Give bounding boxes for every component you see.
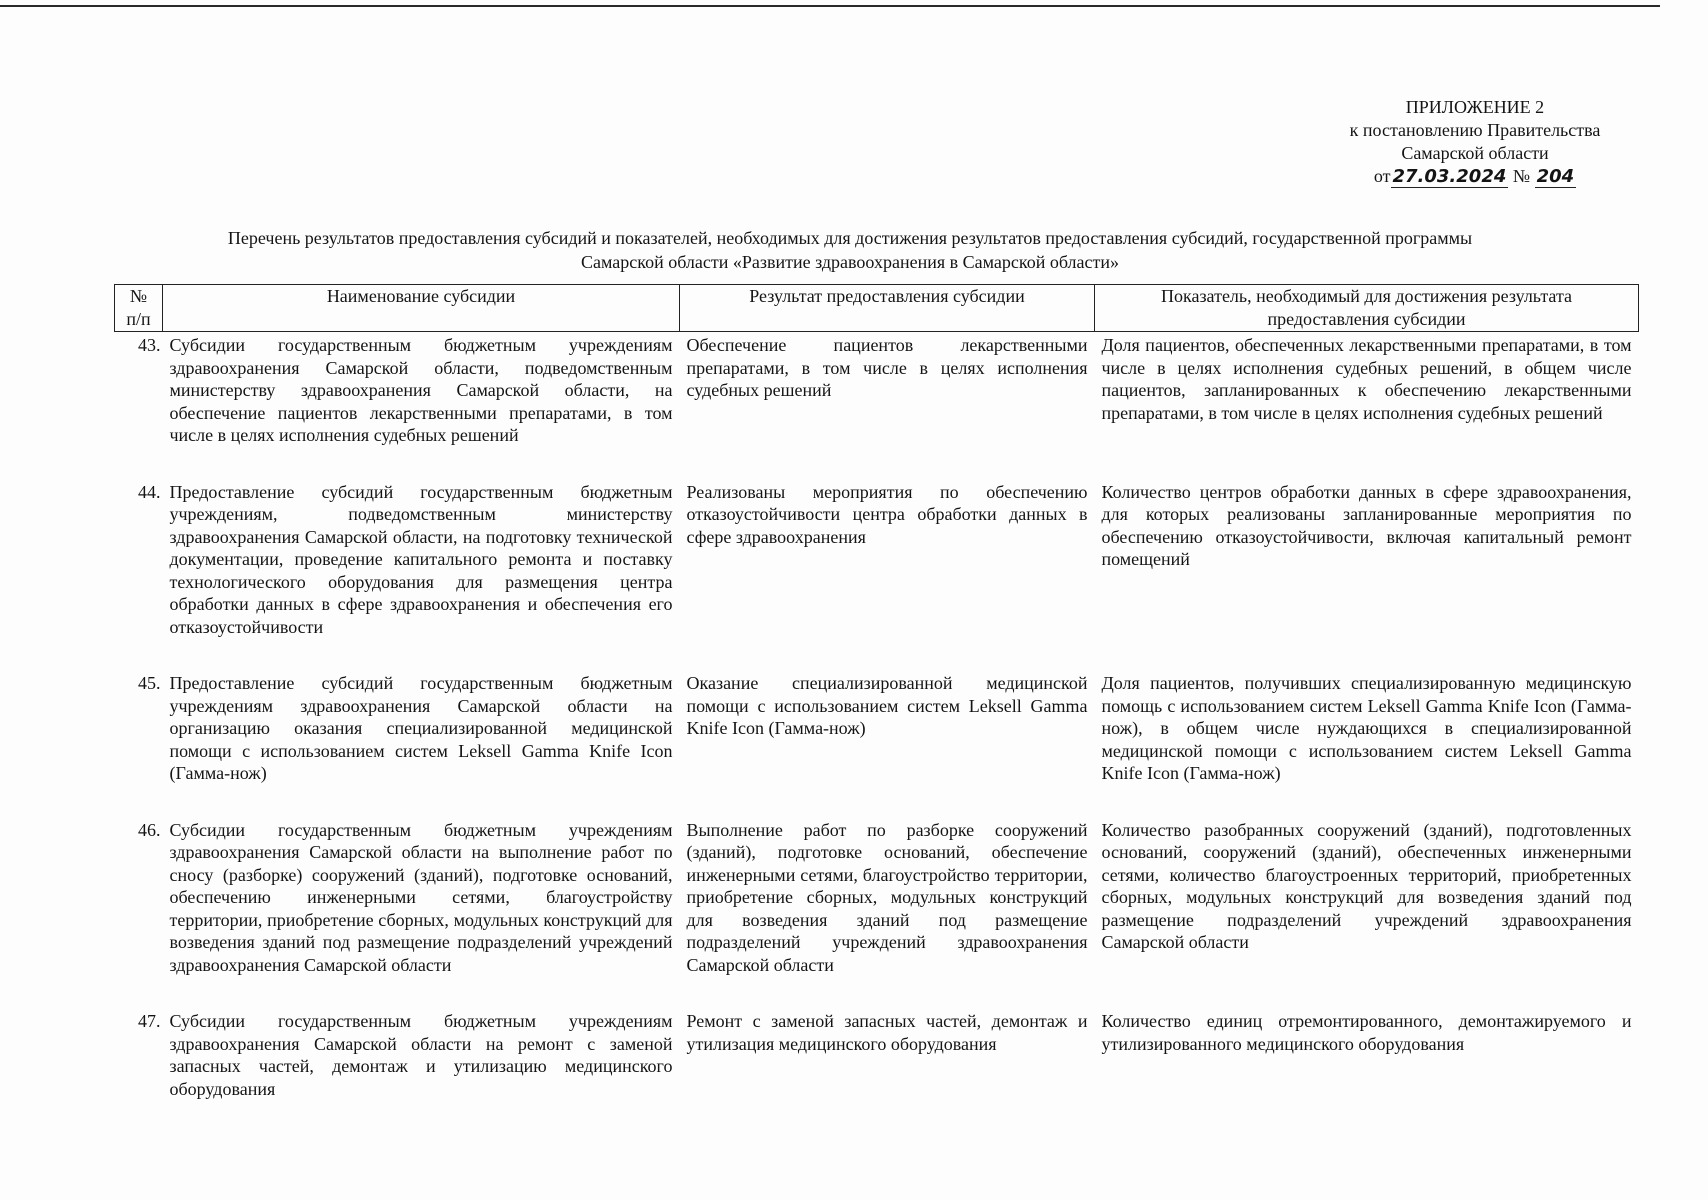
subsidy-result: Обеспечение пациентов лекарственными препаратами, в том числе в целях исполнения судебных решений: [686, 335, 1088, 400]
date-prefix: от: [1373, 166, 1391, 186]
column-header-result: Результат предоставления субсидии: [680, 285, 1095, 332]
column-header-number: № п/п: [115, 285, 163, 332]
document-title-line-2: Самарской области «Развитие здравоохранения в Самарской области»: [581, 252, 1119, 272]
subsidy-indicator: Доля пациентов, получивших специализированную медицинскую помощь с использованием систем Leksell Gamma Knife Icon (Гамма-нож), в общем числе нуждающихся в специализированной медицинской помощи с использованием систем Leksell Gamma Knife Icon (Гамма-нож): [1101, 673, 1632, 783]
handwritten-number: 204: [1536, 166, 1575, 187]
table-row: [115, 813, 1639, 1005]
annex-date-line: [1270, 165, 1680, 188]
document-title-line-1: Перечень результатов предоставления субсидий и показателей, необходимых для достижения результатов предоставления субсидий, государственной программы: [227, 228, 1473, 248]
subsidy-name: Субсидии государственным бюджетным учреждениям здравоохранения Самарской области на ремонт с заменой запасных частей, демонтаж и утилизацию медицинского оборудования: [169, 1011, 673, 1099]
subsidy-indicator: Доля пациентов, обеспеченных лекарственными препаратами, в том числе в целях исполнения судебных решений, в общем числе пациентов, запланированных к обеспечению лекарственными препаратами, в том числе в целях исполнения судебных решений: [1101, 335, 1632, 423]
annex-region: Самарской области: [1401, 143, 1549, 163]
column-header-name: Наименование субсидии: [163, 285, 680, 332]
document-title: [120, 226, 1580, 274]
annex-title: ПРИЛОЖЕНИЕ 2: [1405, 97, 1545, 117]
subsidy-result: Реализованы мероприятия по обеспечению отказоустойчивости центра обработки данных в сфере здравоохранения: [686, 481, 1088, 547]
table-row: [115, 666, 1639, 813]
row-number: 45.: [138, 673, 161, 693]
subsidy-name: Предоставление субсидий государственным бюджетным учреждениям, подведомственным министерству здравоохранения Самарской области, на подготовку технической документации, проведение капитального ремонта и поставку технологического оборудования для размещения центра обработки данных в сфере здравоохранения и обеспечения его отказоустойчивости: [169, 481, 673, 637]
number-prefix: №: [1512, 166, 1531, 186]
handwritten-date: 27.03.2024: [1392, 166, 1507, 187]
row-number: 44.: [138, 481, 161, 502]
subsidies-table: [114, 284, 1639, 1128]
table-body: [115, 332, 1639, 1129]
top-rule: [0, 5, 1660, 7]
table-row: [115, 475, 1639, 667]
table-header-row: [115, 285, 1639, 332]
subsidy-name: Субсидии государственным бюджетным учреждениям здравоохранения Самарской области, подведомственным министерству здравоохранения Самарской области, на обеспечение пациентов лекарственными препаратами, в том числе в целях исполнения судебных решений: [169, 335, 673, 445]
subsidy-name: Субсидии государственным бюджетным учреждениям здравоохранения Самарской области на выполнение работ по сносу (разборке) сооружений (зданий), подготовке оснований, обеспечению инженерными сетями, благоустройству территории, приобретение сборных, модульных конструкций для возведения зданий под размещение подразделений учреждений здравоохранения Самарской области: [169, 819, 673, 975]
annex-header: [1270, 96, 1680, 188]
subsidy-name: Предоставление субсидий государственным бюджетным учреждениям здравоохранения Самарской области на организацию оказания специализированной медицинской помощи с использованием систем Leksell Gamma Knife Icon (Гамма-нож): [169, 673, 673, 783]
table-header: [115, 285, 1639, 332]
table-row: [115, 332, 1639, 475]
subsidy-indicator: Количество единиц отремонтированного, демонтажируемого и утилизированного медицинского оборудования: [1101, 1011, 1632, 1054]
annex-resolution: к постановлению Правительства: [1349, 120, 1601, 140]
subsidy-result: Выполнение работ по разборке сооружений (зданий), подготовке оснований, обеспечение инженерными сетями, благоустройство территории, приобретение сборных, модульных конструкций для возведения зданий под размещение подразделений учреждений здравоохранения Самарской области: [686, 819, 1088, 975]
row-number: 46.: [138, 819, 161, 840]
row-number: 47.: [138, 1011, 161, 1031]
subsidy-indicator: Количество разобранных сооружений (зданий), подготовленных оснований, сооружений (зданий), обеспеченных инженерными сетями, количество благоустроенных территорий, приобретенных сборных, модульных конструкций для возведения зданий под размещение подразделений учреждений здравоохранения Самарской области: [1101, 819, 1632, 952]
subsidy-indicator: Количество центров обработки данных в сфере здравоохранения, для которых реализованы запланированные мероприятия по обеспечению отказоустойчивости, включая капитальный ремонт помещений: [1101, 481, 1632, 569]
column-header-indicator: Показатель, необходимый для достижения результата предоставления субсидии: [1095, 285, 1639, 332]
subsidy-result: Ремонт с заменой запасных частей, демонтаж и утилизация медицинского оборудования: [686, 1011, 1088, 1054]
table-row: [115, 1004, 1639, 1128]
subsidy-result: Оказание специализированной медицинской помощи с использованием систем Leksell Gamma Knife Icon (Гамма-нож): [686, 673, 1088, 738]
row-number: 43.: [138, 335, 161, 355]
